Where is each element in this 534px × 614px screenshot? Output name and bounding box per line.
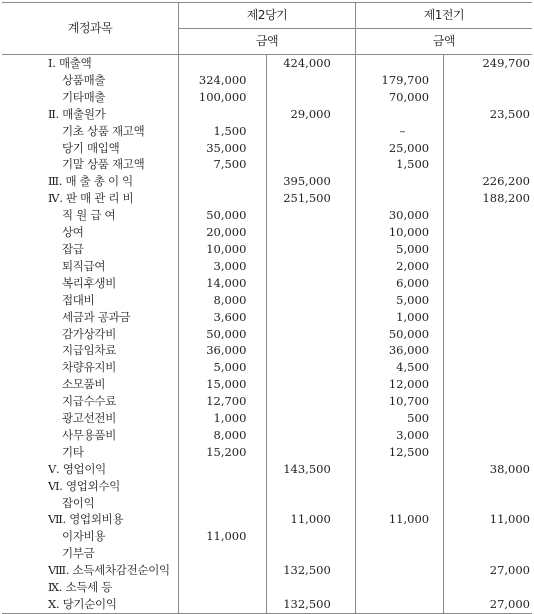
table-row [2,562,532,579]
current-total-amount: 132,500 [267,596,355,613]
current-total-amount [267,309,355,326]
current-detail-amount: 5,000 [179,359,267,376]
table-row [2,596,532,613]
account-name: 감가상각비 [62,326,117,341]
account-name: 기초 상품 재고액 [62,123,145,138]
prior-detail-amount [355,528,443,545]
current-detail-amount [179,190,267,207]
current-detail-amount: 14,000 [179,275,267,292]
account-name: 소모품비 [62,377,106,392]
prior-detail-amount: 10,000 [355,224,443,241]
prior-total-amount [444,342,532,359]
account-name: Ⅰ. 매출액 [48,56,92,70]
prior-total-amount [444,444,532,461]
current-total-amount: 424,000 [267,55,355,72]
current-total-amount: 29,000 [267,106,355,123]
current-detail-amount: 8,000 [179,427,267,444]
prior-total-amount [444,359,532,376]
prior-detail-amount: 5,000 [355,241,443,258]
prior-detail-amount [355,545,443,562]
table-row [2,495,532,512]
account-name: 직 원 급 여 [62,208,116,223]
table-row [2,156,532,173]
current-detail-amount [179,511,267,528]
prior-total-amount: 249,700 [444,55,532,72]
table-row [2,511,532,528]
prior-total-amount [444,72,532,89]
current-total-amount: 132,500 [267,562,355,579]
account-name: 광고선전비 [62,411,117,426]
prior-detail-amount [355,478,443,495]
account-name: 세금과 공과금 [62,309,131,324]
prior-total-amount [444,258,532,275]
table-row [2,545,532,562]
prior-total-amount [444,123,532,140]
current-total-amount [267,528,355,545]
current-total-amount [267,545,355,562]
current-detail-amount [179,596,267,613]
current-detail-amount: 11,000 [179,528,267,545]
current-detail-amount: 10,000 [179,241,267,258]
prior-detail-amount: 36,000 [355,342,443,359]
prior-detail-amount: 6,000 [355,275,443,292]
prior-detail-amount: – [355,123,443,140]
current-total-amount [267,156,355,173]
table-row [2,393,532,410]
table-row [2,123,532,140]
table-row [2,241,532,258]
prior-detail-amount: 500 [355,410,443,427]
prior-detail-amount [355,55,443,72]
prior-total-amount [444,410,532,427]
current-detail-amount [179,106,267,123]
prior-detail-amount: 25,000 [355,140,443,157]
prior-total-amount: 226,200 [444,173,532,190]
table-row [2,89,532,106]
table-header [2,3,532,55]
prior-detail-amount: 70,000 [355,89,443,106]
account-name: 지급수수료 [62,394,117,409]
current-total-amount [267,89,355,106]
table-row [2,140,532,157]
table-row [2,190,532,207]
prior-total-amount [444,292,532,309]
current-detail-amount: 3,000 [179,258,267,275]
table-row [2,55,532,72]
current-detail-amount: 1,500 [179,123,267,140]
prior-total-amount [444,478,532,495]
account-name: Ⅴ. 영업이익 [48,461,106,476]
account-name: 이자비용 [62,529,106,544]
table-row [2,342,532,359]
account-name: Ⅶ. 영업외비용 [48,512,124,527]
current-total-amount [267,393,355,410]
prior-total-amount [444,427,532,444]
prior-detail-amount: 12,500 [355,444,443,461]
current-total-amount [267,258,355,275]
account-column-header: 계정과목 [2,3,179,55]
current-total-amount [267,359,355,376]
prior-detail-amount [355,461,443,478]
current-total-amount [267,579,355,596]
prior-total-amount [444,393,532,410]
prior-total-amount [444,140,532,157]
account-name: 퇴직급여 [62,258,106,273]
prior-total-amount [444,89,532,106]
current-detail-amount [179,173,267,190]
current-detail-amount [179,478,267,495]
current-total-amount [267,376,355,393]
prior-detail-amount [355,495,443,512]
prior-detail-amount [355,596,443,613]
current-total-amount [267,495,355,512]
account-name: Ⅵ. 영업외수익 [48,478,121,493]
current-detail-amount [179,461,267,478]
table-row [2,579,532,596]
current-period-header: 제2당기 [179,3,356,29]
table-row [2,173,532,190]
table-row [2,258,532,275]
current-total-amount [267,444,355,461]
prior-total-amount [444,207,532,224]
current-total-amount [267,292,355,309]
current-detail-amount: 7,500 [179,156,267,173]
current-detail-amount: 50,000 [179,326,267,343]
current-total-amount [267,224,355,241]
prior-total-amount [444,495,532,512]
current-detail-amount [179,562,267,579]
account-name: 지급임차료 [62,343,117,358]
prior-total-amount [444,309,532,326]
current-amount-header: 금액 [179,29,356,55]
current-detail-amount: 35,000 [179,140,267,157]
current-detail-amount: 1,000 [179,410,267,427]
current-detail-amount [179,495,267,512]
current-total-amount [267,342,355,359]
account-name: 상여 [62,225,84,240]
prior-total-amount: 27,000 [444,596,532,613]
current-total-amount [267,326,355,343]
account-name: 차량유지비 [62,360,117,375]
account-name: 기부금 [62,546,95,561]
current-detail-amount: 15,000 [179,376,267,393]
prior-total-amount [444,275,532,292]
account-name: 잡급 [62,241,84,256]
prior-total-amount: 23,500 [444,106,532,123]
current-detail-amount: 324,000 [179,72,267,89]
prior-detail-amount [355,173,443,190]
prior-detail-amount: 2,000 [355,258,443,275]
table-row [2,461,532,478]
prior-detail-amount [355,562,443,579]
table-row [2,224,532,241]
prior-total-amount [444,241,532,258]
current-total-amount [267,275,355,292]
account-name: 기타매출 [62,89,106,104]
prior-detail-amount: 1,500 [355,156,443,173]
table-row [2,207,532,224]
table-row [2,106,532,123]
prior-total-amount [444,156,532,173]
current-total-amount [267,410,355,427]
table-row [2,444,532,461]
prior-total-amount: 27,000 [444,562,532,579]
table-row [2,528,532,545]
prior-detail-amount [355,579,443,596]
account-name: 잡이익 [62,495,95,510]
current-total-amount: 395,000 [267,173,355,190]
table-body [2,55,532,614]
account-name: 기말 상품 재고액 [62,157,145,172]
prior-detail-amount: 4,500 [355,359,443,376]
current-total-amount: 251,500 [267,190,355,207]
current-detail-amount [179,55,267,72]
income-statement-table [2,2,532,614]
current-detail-amount: 50,000 [179,207,267,224]
table-row [2,275,532,292]
current-total-amount [267,123,355,140]
account-name: Ⅹ. 당기순이익 [2,596,179,613]
prior-amount-header: 금액 [355,29,532,55]
account-name: Ⅸ. 소득세 등 [48,580,113,595]
prior-detail-amount: 5,000 [355,292,443,309]
account-name: 기타 [62,444,84,459]
table-row [2,72,532,89]
prior-detail-amount: 3,000 [355,427,443,444]
prior-total-amount: 11,000 [444,511,532,528]
prior-detail-amount [355,106,443,123]
table-row [2,410,532,427]
current-total-amount [267,427,355,444]
account-name: Ⅷ. 소득세차감전순이익 [48,563,170,578]
account-name: 사무용품비 [62,427,117,442]
prior-detail-amount: 12,000 [355,376,443,393]
account-name: Ⅳ. 판 매 관 리 비 [48,191,134,206]
table-row [2,326,532,343]
current-detail-amount: 100,000 [179,89,267,106]
account-name: Ⅱ. 매출원가 [48,106,106,121]
current-detail-amount: 12,700 [179,393,267,410]
table-row [2,427,532,444]
current-detail-amount: 20,000 [179,224,267,241]
current-detail-amount: 15,200 [179,444,267,461]
current-total-amount [267,241,355,258]
prior-detail-amount [355,190,443,207]
table-row [2,292,532,309]
prior-total-amount: 188,200 [444,190,532,207]
current-total-amount [267,140,355,157]
table-row [2,376,532,393]
table-row [2,478,532,495]
current-total-amount [267,72,355,89]
current-detail-amount: 36,000 [179,342,267,359]
account-name: 접대비 [62,292,95,307]
prior-total-amount [444,528,532,545]
current-total-amount: 11,000 [267,511,355,528]
prior-detail-amount: 10,700 [355,393,443,410]
prior-detail-amount: 30,000 [355,207,443,224]
account-name: Ⅲ. 매 출 총 이 익 [48,174,133,189]
table-row [2,309,532,326]
prior-total-amount [444,224,532,241]
prior-detail-amount: 50,000 [355,326,443,343]
header-row-periods [2,3,532,29]
prior-period-header: 제1전기 [355,3,532,29]
prior-total-amount: 38,000 [444,461,532,478]
account-name: 복리후생비 [62,275,117,290]
prior-detail-amount: 1,000 [355,309,443,326]
current-total-amount [267,207,355,224]
current-detail-amount: 8,000 [179,292,267,309]
prior-total-amount [444,545,532,562]
prior-detail-amount: 11,000 [355,511,443,528]
current-detail-amount [179,579,267,596]
current-total-amount [267,478,355,495]
current-total-amount: 143,500 [267,461,355,478]
current-detail-amount [179,545,267,562]
current-detail-amount: 3,600 [179,309,267,326]
table-row [2,359,532,376]
account-name: 당기 매입액 [62,140,120,155]
prior-total-amount [444,326,532,343]
prior-detail-amount: 179,700 [355,72,443,89]
prior-total-amount [444,579,532,596]
prior-total-amount [444,376,532,393]
account-name: 상품매출 [62,72,106,87]
